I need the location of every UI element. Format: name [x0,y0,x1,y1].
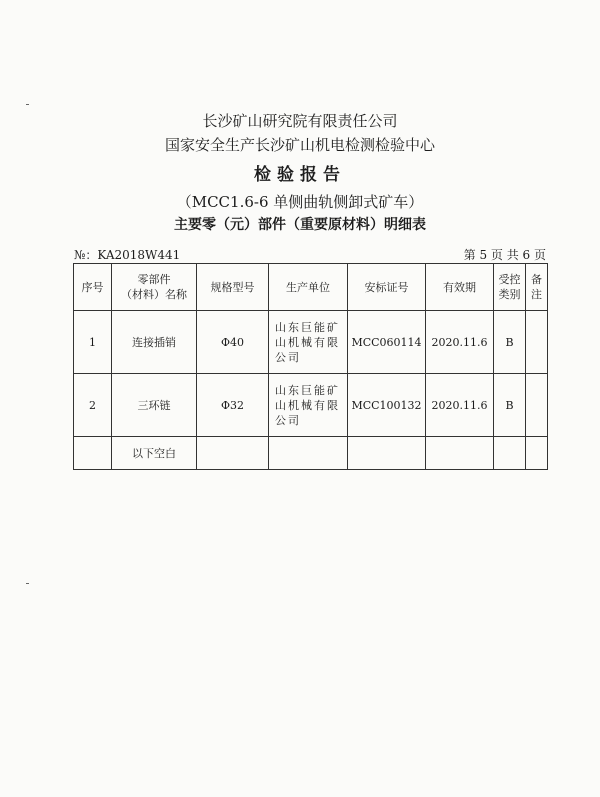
cell-empty [197,437,269,470]
org-name-line2: 国家安全生产长沙矿山机电检测检验中心 [164,136,435,154]
cell-note [526,311,548,374]
report-subtitle: （MCC1.6-6 单侧曲轨侧卸式矿车） [176,193,424,211]
page-indicator: 第 5 页 共 6 页 [463,248,546,262]
cell-empty [494,437,526,470]
cell-maker: 山东巨能矿山机械有限公司 [269,374,348,437]
cell-name: 三环链 [112,374,197,437]
cell-class: B [494,374,526,437]
header-class-line2: 类别 [498,288,521,301]
header-model: 规格型号 [197,264,269,311]
cell-valid: 2020.11.6 [426,311,494,374]
cell-empty [426,437,494,470]
header-note [526,264,548,311]
header-seq: 序号 [74,264,112,311]
cell-cert: MCC100132 [348,374,426,437]
cell-model: Φ40 [197,311,269,374]
cell-class: B [494,311,526,374]
cell-note [526,374,548,437]
scan-mark [26,104,29,105]
header-class-line1: 受控 [498,273,521,286]
cell-seq: 1 [74,311,112,374]
end-note: 以下空白 [112,437,197,470]
header-valid: 有效期 [426,264,494,311]
header-part-line1: 零部件 [137,273,171,286]
table-end-row [74,437,548,470]
parts-table [73,263,548,470]
cell-name: 连接插销 [112,311,197,374]
cell-empty [269,437,348,470]
header-part-name [112,264,197,311]
table-row [74,311,548,374]
header-class [494,264,526,311]
cell-model: Φ32 [197,374,269,437]
scan-mark [26,583,29,584]
org-name-line1: 长沙矿山研究院有限责任公司 [202,112,398,130]
cell-empty [526,437,548,470]
table-row [74,374,548,437]
cell-cert: MCC060114 [348,311,426,374]
report-title: 检验报告 [254,165,346,185]
cell-empty [348,437,426,470]
table-header-row [74,264,548,311]
cell-valid: 2020.11.6 [426,374,494,437]
document-number: №：KA2018W441 [74,248,181,262]
header-maker: 生产单位 [269,264,348,311]
cell-empty [74,437,112,470]
header-cert: 安标证号 [348,264,426,311]
cell-seq: 2 [74,374,112,437]
cell-maker: 山东巨能矿山机械有限公司 [269,311,348,374]
header-note-line2: 注 [531,288,542,301]
header-note-line1: 备 [531,273,542,286]
header-part-line2: （材料）名称 [121,288,187,301]
table-title: 主要零（元）部件（重要原材料）明细表 [174,217,426,233]
